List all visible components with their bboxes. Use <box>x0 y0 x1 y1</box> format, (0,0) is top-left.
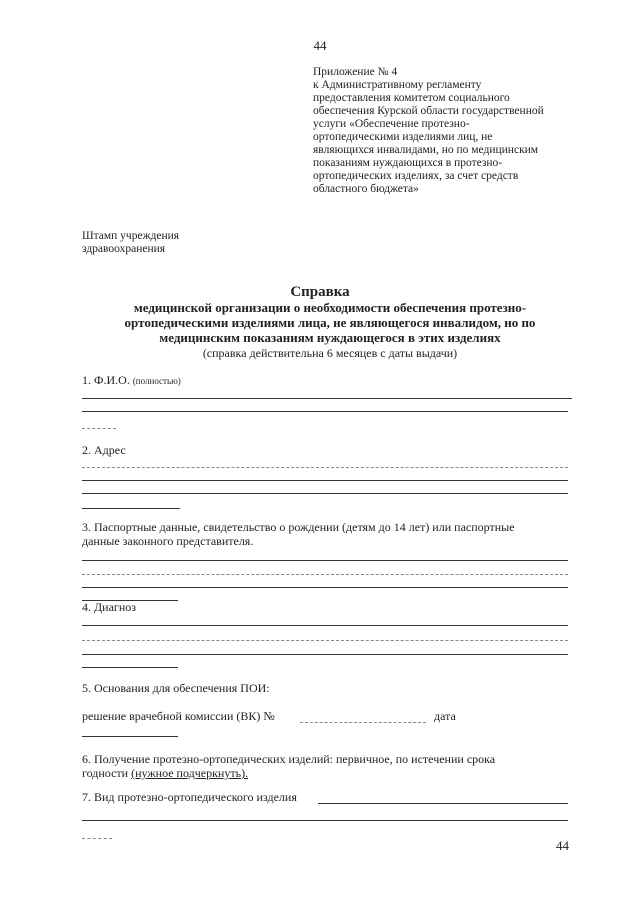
address-input-line[interactable] <box>82 508 180 509</box>
full-name-input-line[interactable] <box>82 411 568 412</box>
diagnosis-input-line[interactable] <box>82 625 568 626</box>
receipt-type-text: годности <box>82 766 132 780</box>
receipt-type-line1: 6. Получение протезно-ортопедических изделий: первичное, по истечении срока <box>82 752 496 766</box>
address-input-line[interactable] <box>82 480 568 481</box>
full-name-input-line[interactable] <box>82 428 116 429</box>
appendix-line: областного бюджета» <box>313 183 419 195</box>
field-full-name-label <box>82 373 181 388</box>
institution-stamp <box>82 230 179 256</box>
full-name-input-line[interactable] <box>82 398 572 399</box>
appendix-header <box>313 66 613 196</box>
commission-number-input-line[interactable] <box>300 722 426 723</box>
commission-decision-label: решение врачебной комиссии (ВК) № <box>82 709 275 723</box>
diagnosis-label: 4. Диагноз <box>82 600 137 614</box>
appendix-line: ортопедическими изделиями лиц, не <box>313 131 493 143</box>
appendix-line: предоставления комитетом социального <box>313 92 510 104</box>
appendix-line: обеспечения Курской области государственной <box>313 105 544 117</box>
subtitle-line: медицинской организации о необходимости обеспечения протезно- <box>133 300 527 315</box>
address-input-line[interactable] <box>82 493 568 494</box>
diagnosis-input-line[interactable] <box>82 654 568 655</box>
full-name-hint: (полностью) <box>132 376 181 386</box>
passport-label-line1: 3. Паспортные данные, свидетельство о рождении (детям до 14 лет) или паспортные <box>82 520 515 534</box>
appendix-line: являющихся инвалидами, но по медицинским <box>313 144 539 156</box>
stamp-line: здравоохранения <box>82 243 166 255</box>
appendix-line: ортопедических изделиях, за счет средств <box>313 170 519 182</box>
address-input-line[interactable] <box>82 467 568 468</box>
passport-input-line[interactable] <box>82 587 568 588</box>
decision-date-label: дата <box>434 709 456 723</box>
document-subtitle <box>80 300 580 345</box>
appendix-line: услуги «Обеспечение протезно- <box>313 118 470 130</box>
device-type-input-line[interactable] <box>318 803 568 804</box>
document-title: Справка <box>290 284 350 300</box>
device-type-label: 7. Вид протезно-ортопедического изделия <box>82 790 297 804</box>
diagnosis-input-line[interactable] <box>82 667 178 668</box>
device-type-input-line[interactable] <box>82 820 568 821</box>
full-name-label: 1. Ф.И.О. <box>82 373 130 387</box>
appendix-line: показаниям нуждающихся в протезно- <box>313 157 503 169</box>
subtitle-line: ортопедическими изделиями лица, не являющегося инвалидом, но по <box>124 315 536 330</box>
address-label: 2. Адрес <box>82 443 126 457</box>
validity-note: (справка действительна 6 месяцев с даты выдачи) <box>202 346 458 360</box>
passport-input-line[interactable] <box>82 560 568 561</box>
passport-label-line2: данные законного представителя. <box>82 534 254 548</box>
device-type-input-line[interactable] <box>82 838 112 839</box>
underline-hint: (нужное подчеркнуть). <box>131 766 249 780</box>
diagnosis-input-line[interactable] <box>82 640 568 641</box>
grounds-label: 5. Основания для обеспечения ПОИ: <box>82 681 270 695</box>
appendix-line: Приложение № 4 <box>313 66 398 78</box>
stamp-line: Штамп учреждения <box>82 230 180 242</box>
page-number-top: 44 <box>313 38 327 53</box>
appendix-line: к Административному регламенту <box>313 79 482 91</box>
subtitle-line: медицинским показаниям нуждающегося в этих изделиях <box>159 330 501 345</box>
passport-input-line[interactable] <box>82 574 568 575</box>
decision-date-input-line[interactable] <box>82 736 178 737</box>
receipt-type-line2 <box>82 766 248 781</box>
page-number-bottom: 44 <box>556 838 569 853</box>
